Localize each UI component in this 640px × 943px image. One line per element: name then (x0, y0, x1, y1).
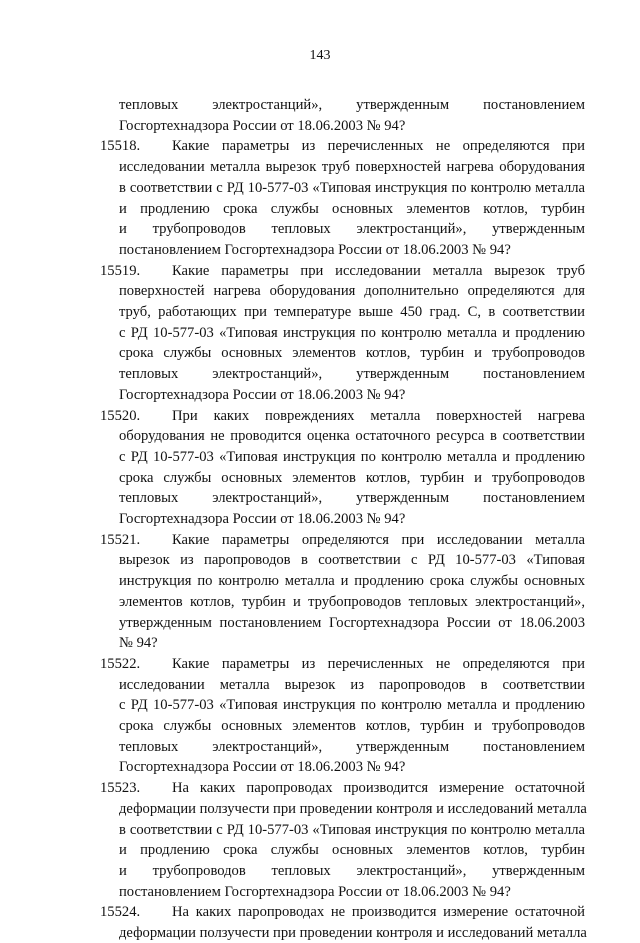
text-line: в соответствии с РД 10-577-03 «Типовая инструкция по контролю металла (119, 822, 585, 838)
text-line: с РД 10-577-03 «Типовая инструкция по контролю металла и продлению (119, 697, 585, 713)
text-line: утвержденным постановлением Госгортехнадзора России от 18.06.2003 (119, 615, 585, 631)
text-line: Госгортехнадзора России от 18.06.2003 № 94? (119, 511, 406, 527)
text-line: деформации ползучести при проведении контроля и исследований металла (119, 925, 587, 941)
text-line: и трубопроводов тепловых электростанций», утвержденным (119, 221, 585, 237)
question-number: 15518. (100, 138, 141, 154)
text-line: инструкция по контролю металла и продлению срока службы основных (119, 573, 585, 589)
text-line: постановлением Госгортехнадзора России от 18.06.2003 № 94? (119, 242, 511, 258)
text-line: тепловых электростанций», утвержденным постановлением (119, 739, 585, 755)
text-line: Госгортехнадзора России от 18.06.2003 № 94? (119, 387, 406, 403)
question-text-start: На каких паропроводах не производится измерение остаточной (172, 904, 585, 920)
text-line: срока службы основных элементов котлов, турбин и трубопроводов (119, 345, 585, 361)
question-number: 15520. (100, 408, 141, 424)
question-number: 15523. (100, 780, 141, 796)
question-text-start: На каких паропроводах производится измерение остаточной (172, 780, 585, 796)
question-number: 15524. (100, 904, 141, 920)
page-number: 143 (309, 48, 331, 63)
text-line: и продлению срока службы основных элементов котлов, турбин (119, 201, 585, 217)
text-line: вырезок из паропроводов в соответствии с РД 10-577-03 «Типовая (119, 552, 585, 568)
question-text-start: Какие параметры определяются при исследовании металла (172, 532, 585, 548)
text-line: № 94? (119, 635, 158, 651)
text-line: поверхностей нагрева оборудования дополнительно определяются для (119, 283, 585, 299)
text-line: тепловых электростанций», утвержденным постановлением (119, 490, 585, 506)
question-number: 15521. (100, 532, 141, 548)
text-line: Госгортехнадзора России от 18.06.2003 № 94? (119, 759, 406, 775)
question-text-start: Какие параметры при исследовании металла вырезок труб (172, 263, 585, 279)
text-line: и продлению срока службы основных элементов котлов, турбин (119, 842, 585, 858)
question-number: 15522. (100, 656, 141, 672)
text-line: исследовании металла вырезок из паропроводов в соответствии (119, 677, 585, 693)
text-line: срока службы основных элементов котлов, турбин и трубопроводов (119, 718, 585, 734)
text-line: элементов котлов, турбин и трубопроводов тепловых электростанций», (119, 594, 585, 610)
question-text-start: При каких повреждениях металла поверхностей нагрева (172, 408, 585, 424)
text-line: оборудования не проводится оценка остаточного ресурса в соответствии (119, 428, 585, 444)
text-line: с РД 10-577-03 «Типовая инструкция по контролю металла и продлению (119, 325, 585, 341)
text-line: Госгортехнадзора России от 18.06.2003 № 94? (119, 118, 406, 134)
text-line: и трубопроводов тепловых электростанций», утвержденным (119, 863, 585, 879)
text-line: тепловых электростанций», утвержденным постановлением (119, 366, 585, 382)
question-number: 15519. (100, 263, 141, 279)
text-line: исследовании металла вырезок труб поверхностей нагрева оборудования (119, 159, 585, 175)
question-text-start: Какие параметры из перечисленных не определяются при (172, 656, 585, 672)
text-line: в соответствии с РД 10-577-03 «Типовая инструкция по контролю металла (119, 180, 585, 196)
text-line: деформации ползучести при проведении контроля и исследований металла (119, 801, 587, 817)
text-line: труб, работающих при температуре выше 450 град. С, в соответствии (119, 304, 585, 320)
question-text-start: Какие параметры из перечисленных не определяются при (172, 138, 585, 154)
text-line: тепловых электростанций», утвержденным постановлением (119, 97, 585, 113)
text-line: с РД 10-577-03 «Типовая инструкция по контролю металла и продлению (119, 449, 585, 465)
text-line: срока службы основных элементов котлов, турбин и трубопроводов (119, 470, 585, 486)
text-line: постановлением Госгортехнадзора России от 18.06.2003 № 94? (119, 884, 511, 900)
